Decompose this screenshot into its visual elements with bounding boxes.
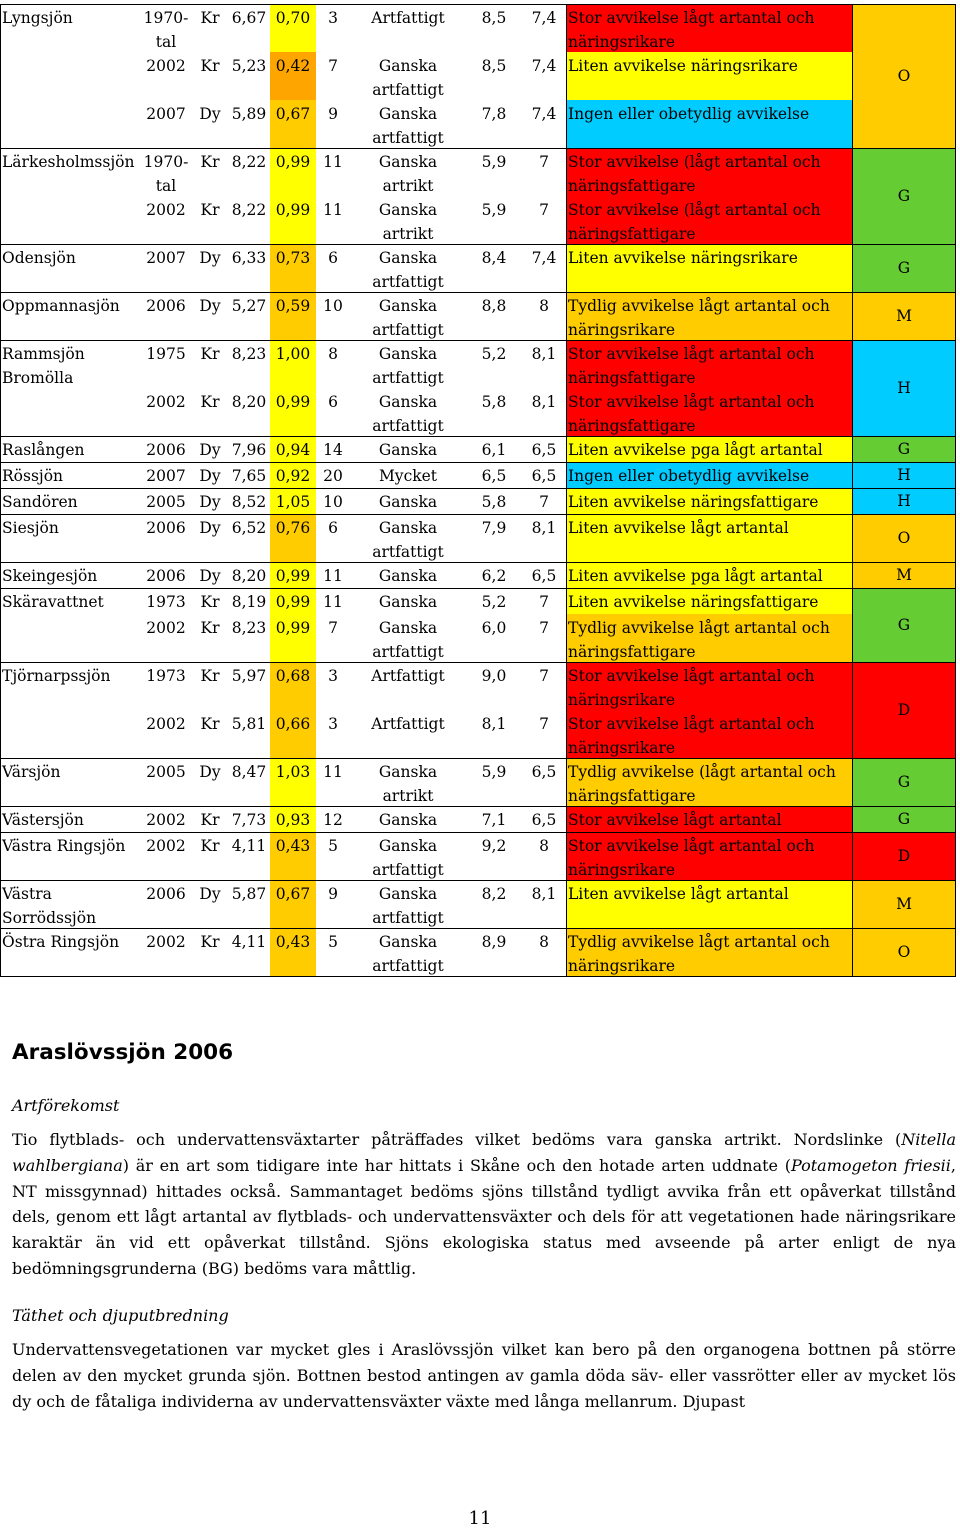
cell-species: 10	[323, 297, 343, 315]
cell-method: Dy	[199, 567, 221, 585]
grid-line	[0, 806, 956, 807]
cell-v1: 8,2	[481, 885, 507, 903]
cell-method: Dy	[199, 467, 221, 485]
cell-year: 2006	[146, 567, 186, 585]
cell-year: 1973	[146, 593, 186, 611]
cell-v2: 7	[539, 715, 549, 733]
cell-class: Artfattigt	[371, 9, 445, 27]
cell-class: Ganska artfattigt	[372, 933, 444, 975]
cell-deviation: Liten avvikelse näringsfattigare	[566, 588, 852, 614]
cell-deviation: Stor avvikelse lågt artantal och näringsrikare	[566, 832, 852, 880]
grid-line	[0, 562, 956, 563]
cell-method: Kr	[200, 715, 220, 733]
cell-lake	[0, 614, 140, 662]
cell-v2: 6,5	[531, 811, 557, 829]
cell-idx2: 0,59	[270, 292, 316, 340]
cell-method: Kr	[200, 393, 220, 411]
cell-v1: 6,5	[481, 467, 507, 485]
cell-deviation: Liten avvikelse pga lågt artantal	[566, 562, 852, 588]
cell-species: 3	[328, 715, 338, 733]
cell-idx2: 0,93	[270, 806, 316, 832]
cell-v2: 7,4	[531, 249, 557, 267]
grid-line	[0, 462, 956, 463]
cell-year: 2006	[146, 519, 186, 537]
cell-deviation: Stor avvikelse (lågt artantal och näringsfattigare	[566, 196, 852, 244]
cell-class: Ganska artfattigt	[372, 297, 444, 339]
cell-class: Ganska	[378, 811, 438, 829]
cell-lake	[0, 196, 140, 244]
cell-lake: Västra Sorrödssjön	[2, 885, 97, 927]
cell-year: 2002	[146, 619, 186, 637]
grid-line	[0, 976, 956, 977]
cell-method: Kr	[200, 619, 220, 637]
cell-idx2: 0,70	[270, 4, 316, 52]
cell-class: Ganska artfattigt	[372, 619, 444, 661]
cell-class: Ganska artfattigt	[372, 105, 444, 147]
cell-species: 11	[323, 593, 343, 611]
cell-year: 1973	[146, 667, 186, 685]
cell-species: 6	[328, 249, 338, 267]
cell-lake: Sandören	[2, 493, 78, 511]
cell-year: 2002	[146, 201, 186, 219]
cell-idx1: 8,19	[231, 593, 267, 611]
cell-lake: Västersjön	[2, 811, 84, 829]
cell-lake: Odensjön	[2, 249, 76, 267]
cell-lake: Siesjön	[2, 519, 59, 537]
grid-line	[0, 832, 956, 833]
cell-v1: 6,0	[481, 619, 507, 637]
status-cell: O	[852, 4, 956, 148]
cell-idx1: 4,11	[231, 837, 267, 855]
status-cell: O	[852, 928, 956, 976]
cell-idx1: 8,23	[231, 619, 267, 637]
cell-method: Kr	[200, 345, 220, 363]
cell-species: 11	[323, 153, 343, 171]
grid-line	[0, 340, 956, 341]
cell-v1: 7,1	[481, 811, 507, 829]
cell-idx2: 0,99	[270, 588, 316, 614]
cell-deviation: Stor avvikelse lågt artantal	[566, 806, 852, 832]
cell-deviation: Stor avvikelse lågt artantal och näringsrikare	[566, 662, 852, 710]
status-cell: H	[852, 488, 956, 514]
cell-deviation: Tydlig avvikelse (lågt artantal och näringsfattigare	[566, 758, 852, 806]
cell-species: 14	[323, 441, 343, 459]
cell-species: 11	[323, 763, 343, 781]
cell-class: Ganska artfattigt	[372, 57, 444, 99]
cell-v1: 6,2	[481, 567, 507, 585]
cell-idx1: 8,52	[231, 493, 267, 511]
cell-idx2: 0,99	[270, 196, 316, 244]
cell-lake: Rammsjön Bromölla	[2, 345, 85, 387]
cell-lake	[0, 100, 140, 148]
cell-idx2: 0,94	[270, 436, 316, 462]
status-cell: G	[852, 758, 956, 806]
cell-idx2: 0,76	[270, 514, 316, 562]
cell-class: Ganska	[378, 441, 438, 459]
cell-method: Dy	[199, 885, 221, 903]
cell-deviation: Stor avvikelse (lågt artantal och näringsfattigare	[566, 148, 852, 196]
cell-idx1: 8,23	[231, 345, 267, 363]
cell-idx1: 7,73	[231, 811, 267, 829]
cell-deviation: Stor avvikelse lågt artantal och näringsfattigare	[566, 388, 852, 436]
cell-idx1: 7,65	[231, 467, 267, 485]
cell-v2: 7	[539, 619, 549, 637]
cell-idx2: 0,42	[270, 52, 316, 100]
cell-method: Kr	[200, 837, 220, 855]
cell-year: 2006	[146, 297, 186, 315]
cell-deviation: Ingen eller obetydlig avvikelse	[566, 462, 852, 488]
grid-line	[0, 514, 956, 515]
status-cell: H	[852, 340, 956, 436]
cell-lake: Tjörnarpssjön	[2, 667, 111, 685]
cell-lake: Värsjön	[2, 763, 61, 781]
cell-method: Kr	[200, 933, 220, 951]
status-cell: O	[852, 514, 956, 562]
cell-year: 2005	[146, 493, 186, 511]
grid-line	[0, 244, 956, 245]
cell-year: 2007	[146, 249, 186, 267]
cell-class: Ganska artfattigt	[372, 885, 444, 927]
cell-class: Ganska artfattigt	[372, 837, 444, 879]
cell-method: Dy	[199, 297, 221, 315]
cell-lake: Lyngsjön	[2, 9, 73, 27]
paragraph-artforekomst: Tio flytblads- och undervattensväxtarter påträffades vilket bedöms vara ganska artrikt. Nordslinke (Nitella wahlbergiana) är en art som tidigare inte har hittats i Skåne och den hotade arten uddnate (Potamogeton friesii, NT missgynnad) hittades också. Sammantaget bedöms sjöns tillstånd tydligt avvika från ett opåverkat tillstånd dels, genom ett lågt artantal av flytblads- och undervattensväxter och dels för att vegetationen hade näringsrikare karaktär än vid ett opåverkat tillstånd. Sjöns ekologiska status med avseende på arter enligt de nya bedömningsgrunderna (BG) bedöms vara måttlig.	[12, 1130, 956, 1278]
grid-line	[0, 928, 956, 929]
status-cell: M	[852, 562, 956, 588]
cell-v2: 8	[539, 933, 549, 951]
cell-v2: 6,5	[531, 567, 557, 585]
cell-idx2: 1,03	[270, 758, 316, 806]
grid-line	[955, 4, 956, 976]
cell-idx2: 0,68	[270, 662, 316, 710]
cell-method: Kr	[200, 201, 220, 219]
cell-species: 8	[328, 345, 338, 363]
cell-method: Dy	[199, 105, 221, 123]
cell-lake	[0, 52, 140, 100]
cell-method: Dy	[199, 493, 221, 511]
cell-v1: 5,8	[481, 393, 507, 411]
cell-deviation: Stor avvikelse lågt artantal och näringsfattigare	[566, 340, 852, 388]
cell-v1: 8,1	[481, 715, 507, 733]
cell-idx1: 5,27	[231, 297, 267, 315]
cell-species: 11	[323, 201, 343, 219]
cell-year: 1970-tal	[143, 153, 189, 195]
cell-year: 2002	[146, 393, 186, 411]
cell-class: Mycket	[378, 467, 438, 485]
cell-species: 6	[328, 393, 338, 411]
cell-method: Dy	[199, 763, 221, 781]
cell-idx1: 5,97	[231, 667, 267, 685]
cell-class: Ganska artfattigt	[372, 519, 444, 561]
cell-deviation: Tydlig avvikelse lågt artantal och näringsrikare	[566, 292, 852, 340]
cell-idx1: 8,22	[231, 153, 267, 171]
cell-v1: 7,8	[481, 105, 507, 123]
status-cell: G	[852, 588, 956, 662]
cell-v2: 7,4	[531, 57, 557, 75]
cell-class: Ganska artrikt	[378, 153, 438, 195]
cell-v2: 7,4	[531, 9, 557, 27]
cell-idx1: 6,67	[231, 9, 267, 27]
cell-species: 5	[328, 933, 338, 951]
cell-v2: 7	[539, 493, 549, 511]
cell-v2: 8,1	[531, 345, 557, 363]
subheading-artforekomst: Artförekomst	[12, 1096, 120, 1115]
section-heading: Araslövssjön 2006	[12, 1040, 234, 1065]
cell-method: Kr	[200, 57, 220, 75]
grid-line	[0, 4, 956, 5]
cell-v2: 7,4	[531, 105, 557, 123]
cell-year: 1970-tal	[143, 9, 189, 51]
subheading-tathet: Täthet och djuputbredning	[12, 1306, 229, 1325]
cell-year: 2006	[146, 441, 186, 459]
cell-lake: Västra Ringsjön	[2, 837, 126, 855]
cell-lake: Skeingesjön	[2, 567, 98, 585]
grid-line	[0, 436, 956, 437]
cell-method: Kr	[200, 667, 220, 685]
status-cell: G	[852, 436, 956, 462]
cell-lake: Östra Ringsjön	[2, 933, 120, 951]
cell-species: 11	[323, 567, 343, 585]
cell-idx2: 0,43	[270, 832, 316, 880]
cell-class: Ganska	[378, 493, 438, 511]
status-cell: M	[852, 292, 956, 340]
cell-deviation: Tydlig avvikelse lågt artantal och näringsfattigare	[566, 614, 852, 662]
cell-species: 3	[328, 9, 338, 27]
status-cell: M	[852, 880, 956, 928]
cell-v1: 5,2	[481, 593, 507, 611]
cell-idx1: 4,11	[231, 933, 267, 951]
status-cell: G	[852, 148, 956, 244]
cell-year: 2006	[146, 885, 186, 903]
cell-v1: 8,5	[481, 57, 507, 75]
cell-deviation: Tydlig avvikelse lågt artantal och näringsrikare	[566, 928, 852, 976]
cell-year: 2002	[146, 811, 186, 829]
cell-species: 6	[328, 519, 338, 537]
cell-v2: 8,1	[531, 885, 557, 903]
cell-class: Ganska artrikt	[378, 763, 438, 805]
cell-species: 9	[328, 105, 338, 123]
cell-year: 2002	[146, 837, 186, 855]
cell-lake: Skäravattnet	[2, 593, 104, 611]
cell-idx2: 0,99	[270, 562, 316, 588]
cell-method: Dy	[199, 249, 221, 267]
cell-v1: 5,8	[481, 493, 507, 511]
cell-species: 7	[328, 619, 338, 637]
cell-method: Dy	[199, 519, 221, 537]
cell-idx2: 1,00	[270, 340, 316, 388]
grid-line	[0, 4, 1, 976]
cell-method: Kr	[200, 811, 220, 829]
cell-deviation: Liten avvikelse pga lågt artantal	[566, 436, 852, 462]
cell-class: Ganska artrikt	[378, 201, 438, 243]
cell-lake	[0, 710, 140, 758]
cell-deviation: Liten avvikelse lågt artantal	[566, 514, 852, 562]
cell-method: Kr	[200, 593, 220, 611]
grid-line	[0, 758, 956, 759]
cell-species: 3	[328, 667, 338, 685]
cell-v2: 7	[539, 667, 549, 685]
cell-v2: 7	[539, 593, 549, 611]
cell-class: Artfattigt	[371, 667, 445, 685]
cell-lake: Raslången	[2, 441, 85, 459]
cell-year: 2007	[146, 105, 186, 123]
grid-line	[0, 588, 956, 589]
cell-idx2: 0,67	[270, 100, 316, 148]
cell-year: 2002	[146, 933, 186, 951]
cell-idx1: 5,81	[231, 715, 267, 733]
cell-class: Ganska	[378, 567, 438, 585]
page-number: 11	[468, 1508, 492, 1529]
cell-class: Artfattigt	[371, 715, 445, 733]
cell-year: 2002	[146, 57, 186, 75]
cell-deviation: Liten avvikelse lågt artantal	[566, 880, 852, 928]
cell-year: 2005	[146, 763, 186, 781]
cell-deviation: Liten avvikelse näringsfattigare	[566, 488, 852, 514]
cell-class: Ganska artfattigt	[372, 345, 444, 387]
grid-line	[852, 4, 853, 976]
cell-class: Ganska artfattigt	[372, 249, 444, 291]
cell-v2: 8,1	[531, 519, 557, 537]
cell-idx1: 8,20	[231, 393, 267, 411]
cell-v2: 7	[539, 153, 549, 171]
cell-idx1: 6,52	[231, 519, 267, 537]
cell-year: 2007	[146, 467, 186, 485]
cell-idx1: 5,23	[231, 57, 267, 75]
cell-idx2: 0,99	[270, 388, 316, 436]
grid-line	[566, 4, 567, 976]
cell-deviation: Stor avvikelse lågt artantal och näringsrikare	[566, 4, 852, 52]
status-cell: D	[852, 662, 956, 758]
cell-method: Kr	[200, 9, 220, 27]
cell-v1: 5,9	[481, 201, 507, 219]
cell-deviation: Liten avvikelse näringsrikare	[566, 244, 852, 292]
cell-v1: 8,4	[481, 249, 507, 267]
cell-v2: 8	[539, 837, 549, 855]
cell-year: 1975	[146, 345, 186, 363]
grid-line	[0, 662, 956, 663]
cell-idx2: 0,99	[270, 614, 316, 662]
paragraph-tathet: Undervattensvegetationen var mycket gles i Araslövssjön vilket kan bero på den organogena bottnen på större delen av den mycket grunda sjön. Bottnen bestod antingen av gamla döda säv- eller vassrötter eller av mycket lös dy och de fåtaliga individerna av undervattensväxter växte med långa mellanrum. Djupast	[12, 1340, 956, 1411]
cell-v2: 8,1	[531, 393, 557, 411]
cell-lake: Rössjön	[2, 467, 64, 485]
cell-v2: 8	[539, 297, 549, 315]
cell-v1: 5,2	[481, 345, 507, 363]
cell-idx2: 0,66	[270, 710, 316, 758]
cell-v2: 6,5	[531, 441, 557, 459]
cell-species: 5	[328, 837, 338, 855]
cell-method: Kr	[200, 153, 220, 171]
cell-species: 20	[323, 467, 343, 485]
grid-line	[0, 880, 956, 881]
cell-idx1: 8,20	[231, 567, 267, 585]
cell-v1: 5,9	[481, 763, 507, 781]
cell-v1: 5,9	[481, 153, 507, 171]
cell-v1: 8,9	[481, 933, 507, 951]
cell-deviation: Ingen eller obetydlig avvikelse	[566, 100, 852, 148]
status-cell: D	[852, 832, 956, 880]
cell-v2: 7	[539, 201, 549, 219]
cell-idx2: 0,43	[270, 928, 316, 976]
cell-method: Dy	[199, 441, 221, 459]
cell-v1: 7,9	[481, 519, 507, 537]
cell-species: 12	[323, 811, 343, 829]
cell-idx1: 5,89	[231, 105, 267, 123]
cell-lake: Lärkesholmssjön	[2, 153, 135, 171]
cell-v1: 9,2	[481, 837, 507, 855]
cell-idx1: 8,22	[231, 201, 267, 219]
cell-deviation: Stor avvikelse lågt artantal och näringsrikare	[566, 710, 852, 758]
cell-deviation: Liten avvikelse näringsrikare	[566, 52, 852, 100]
cell-idx2: 1,05	[270, 488, 316, 514]
cell-idx1: 5,87	[231, 885, 267, 903]
cell-species: 9	[328, 885, 338, 903]
cell-idx1: 7,96	[231, 441, 267, 459]
cell-v1: 8,8	[481, 297, 507, 315]
cell-v2: 6,5	[531, 467, 557, 485]
cell-v1: 6,1	[481, 441, 507, 459]
cell-lake: Oppmannasjön	[2, 297, 120, 315]
cell-v1: 9,0	[481, 667, 507, 685]
cell-species: 10	[323, 493, 343, 511]
status-cell: G	[852, 244, 956, 292]
cell-year: 2002	[146, 715, 186, 733]
grid-line	[0, 292, 956, 293]
cell-idx2: 0,67	[270, 880, 316, 928]
cell-idx1: 6,33	[231, 249, 267, 267]
cell-idx2: 0,92	[270, 462, 316, 488]
cell-idx2: 0,73	[270, 244, 316, 292]
cell-class: Ganska artfattigt	[372, 393, 444, 435]
cell-species: 7	[328, 57, 338, 75]
cell-idx2: 0,99	[270, 148, 316, 196]
grid-line	[0, 488, 956, 489]
grid-line	[0, 148, 956, 149]
cell-idx1: 8,47	[231, 763, 267, 781]
status-cell: G	[852, 806, 956, 832]
status-cell: H	[852, 462, 956, 488]
cell-v2: 6,5	[531, 763, 557, 781]
cell-lake	[0, 388, 140, 436]
cell-class: Ganska	[378, 593, 438, 611]
cell-v1: 8,5	[481, 9, 507, 27]
